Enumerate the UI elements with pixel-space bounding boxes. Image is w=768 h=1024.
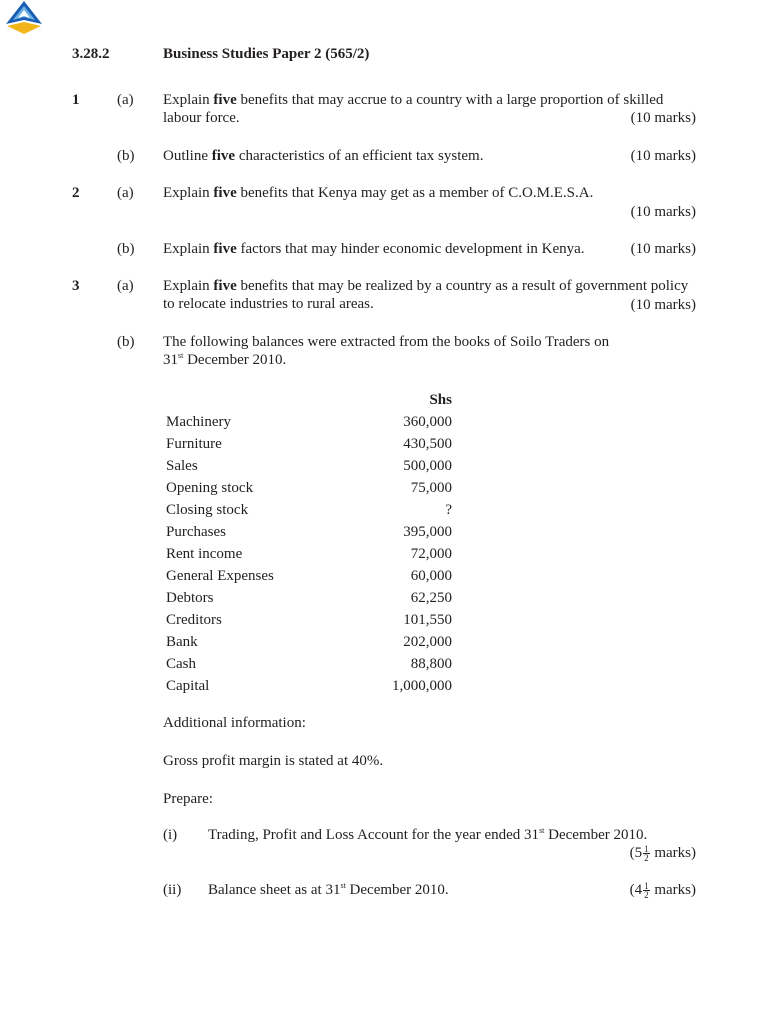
balance-amount: ? [445,502,452,518]
q3-b-ii-marks: (4 $\frac{1}{2}$ marks) [629,881,696,901]
q2-part-a-label: (a) [117,185,134,201]
balance-amount: 1,000,000 [392,678,452,694]
balance-row [163,499,455,521]
balance-amount: 395,000 [403,524,452,540]
balance-item: General Expenses [166,568,274,584]
balance-amount: 88,800 [410,656,452,672]
question-number-1: 1 [72,92,80,108]
balance-item: Cash [166,656,196,672]
q2-part-b-marks: (10 marks) [630,241,696,257]
balance-row [163,587,455,609]
balance-item: Debtors [166,590,214,606]
q1-part-a-text: Explain five benefits that may accrue to a country with a large proportion of skilled labour force. [163,92,664,126]
q3-part-b-intro: The following balances were extracted from the books of Soilo Traders on 31st December 2010. [163,334,610,368]
balance-row [163,433,455,455]
balance-item: Creditors [166,612,222,628]
balance-item: Capital [166,678,210,694]
q3-b-ii-text: Balance sheet as at 31st December 2010. [208,881,449,898]
balance-amount: 62,250 [410,590,452,606]
q3-part-a-marks: (10 marks) [630,297,696,313]
paper-code: 3.28.2 [72,46,110,62]
balance-row [163,675,455,697]
balance-item: Machinery [166,414,231,430]
balance-amount: 500,000 [403,458,452,474]
q3-part-b-label: (b) [117,334,135,350]
balance-row [163,543,455,565]
q2-part-b-text: Explain five factors that may hinder economic development in Kenya. [163,241,585,257]
q1-part-b-text: Outline five characteristics of an efficient tax system. [163,148,484,164]
q3-b-i-text: Trading, Profit and Loss Account for the year ended 31st December 2010. [208,826,648,843]
currency-header: Shs [429,392,452,408]
balance-amount: 60,000 [410,568,452,584]
additional-info-label: Additional information: [163,715,306,731]
q3-b-i-marks: (5 $\frac{1}{2}$ marks) [629,844,696,864]
q3-part-a-text: Explain five benefits that may be realized by a country as a result of government policy to relocate industries to rural areas. [163,278,689,312]
q1-part-a-marks: (10 marks) [630,110,696,126]
question-number-2: 2 [72,185,80,201]
balance-amount: 360,000 [403,414,452,430]
q3-b-ii-label: (ii) [163,882,182,898]
balances-table [163,389,455,697]
balance-row [163,455,455,477]
balance-item: Furniture [166,436,222,452]
balance-row [163,521,455,543]
q1-part-b-label: (b) [117,148,135,164]
balances-header-row [163,389,455,411]
balance-item: Sales [166,458,198,474]
q3-b-i-label: (i) [163,827,178,843]
balance-item: Purchases [166,524,226,540]
balance-row [163,609,455,631]
paper-title: Business Studies Paper 2 (565/2) [163,46,370,62]
balance-row [163,631,455,653]
q1-part-a-label: (a) [117,92,134,108]
balance-row [163,477,455,499]
prepare-label: Prepare: [163,791,213,807]
question-number-3: 3 [72,278,80,294]
balance-item: Bank [166,634,198,650]
q2-part-a-marks: (10 marks) [630,204,696,220]
q3-part-a-label: (a) [117,278,134,294]
q2-part-a-text: Explain five benefits that Kenya may get as a member of C.O.M.E.S.A. [163,185,594,201]
balance-amount: 101,550 [403,612,452,628]
balance-item: Opening stock [166,480,254,496]
balance-item: Rent income [166,546,243,562]
balance-amount: 202,000 [403,634,452,650]
balance-item: Closing stock [166,502,249,518]
balance-row [163,653,455,675]
gross-profit-margin: Gross profit margin is stated at 40%. [163,753,384,769]
publisher-logo-icon [4,0,44,36]
balance-amount: 72,000 [410,546,452,562]
balance-row [163,565,455,587]
balance-row [163,411,455,433]
q1-part-b-marks: (10 marks) [630,148,696,164]
q2-part-b-label: (b) [117,241,135,257]
balance-amount: 430,500 [403,436,452,452]
balance-amount: 75,000 [410,480,452,496]
